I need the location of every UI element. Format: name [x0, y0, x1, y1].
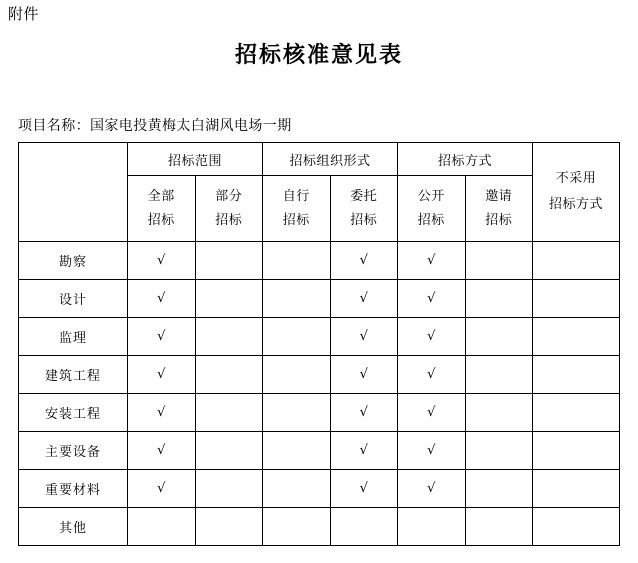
header-scope-partial-line1: 部分 [215, 188, 243, 204]
cell-scope-partial[interactable] [195, 242, 263, 280]
cell-no-bid[interactable] [533, 470, 620, 508]
cell-method-public[interactable]: √ [398, 242, 466, 280]
table-row [19, 318, 620, 356]
table-row [19, 394, 620, 432]
cell-scope-partial[interactable] [195, 432, 263, 470]
cell-no-bid[interactable] [533, 394, 620, 432]
header-org-self-line2: 招标 [282, 212, 310, 228]
cell-org-entrust[interactable]: √ [330, 432, 398, 470]
header-method-invite [465, 176, 533, 242]
cell-method-public[interactable]: √ [398, 394, 466, 432]
project-name-value: 国家电投黄梅太白湖风电场一期 [90, 118, 292, 134]
cell-scope-partial[interactable] [195, 356, 263, 394]
table-row [19, 356, 620, 394]
project-name-line [18, 115, 292, 135]
table-row [19, 508, 620, 546]
cell-method-public[interactable]: √ [398, 318, 466, 356]
cell-scope-all[interactable]: √ [128, 356, 196, 394]
header-scope-all-line1: 全部 [147, 188, 175, 204]
cell-no-bid[interactable] [533, 280, 620, 318]
cell-method-invite[interactable] [465, 394, 533, 432]
cell-org-entrust[interactable]: √ [330, 242, 398, 280]
header-no-bid-line1: 不采用 [555, 171, 597, 186]
approval-table [18, 142, 620, 546]
cell-method-invite[interactable] [465, 280, 533, 318]
cell-scope-partial[interactable] [195, 508, 263, 546]
cell-method-public[interactable] [398, 508, 466, 546]
header-method-public [398, 176, 466, 242]
row-label: 建筑工程 [19, 356, 128, 394]
cell-org-self[interactable] [263, 508, 331, 546]
cell-scope-all[interactable]: √ [128, 318, 196, 356]
cell-org-self[interactable] [263, 394, 331, 432]
cell-scope-all[interactable]: √ [128, 242, 196, 280]
cell-org-entrust[interactable]: √ [330, 280, 398, 318]
cell-org-self[interactable] [263, 318, 331, 356]
cell-org-entrust[interactable]: √ [330, 394, 398, 432]
header-method-public-line1: 公开 [417, 188, 445, 204]
header-org-entrust-line2: 招标 [350, 212, 378, 228]
cell-scope-all[interactable]: √ [128, 394, 196, 432]
cell-method-invite[interactable] [465, 318, 533, 356]
cell-scope-all[interactable] [128, 508, 196, 546]
row-label: 重要材料 [19, 470, 128, 508]
cell-method-invite[interactable] [465, 508, 533, 546]
header-scope-partial [195, 176, 263, 242]
header-org-entrust [330, 176, 398, 242]
header-org-self [263, 176, 331, 242]
cell-scope-partial[interactable] [195, 394, 263, 432]
row-label: 勘察 [19, 242, 128, 280]
cell-org-self[interactable] [263, 280, 331, 318]
cell-no-bid[interactable] [533, 318, 620, 356]
cell-org-entrust[interactable]: √ [330, 356, 398, 394]
table-row [19, 470, 620, 508]
header-scope: 招标范围 [128, 143, 263, 176]
project-name-label: 项目名称： [18, 118, 90, 134]
cell-scope-all[interactable]: √ [128, 470, 196, 508]
header-no-bid-line2: 招标方式 [548, 197, 603, 212]
row-label: 监理 [19, 318, 128, 356]
row-label: 其他 [19, 508, 128, 546]
cell-org-self[interactable] [263, 470, 331, 508]
cell-method-invite[interactable] [465, 242, 533, 280]
header-no-bid-method [533, 143, 620, 242]
cell-org-entrust[interactable]: √ [330, 318, 398, 356]
cell-scope-partial[interactable] [195, 280, 263, 318]
row-label: 主要设备 [19, 432, 128, 470]
header-scope-all [128, 176, 196, 242]
attachment-label: 附件 [8, 5, 40, 23]
header-org-entrust-line1: 委托 [350, 188, 378, 204]
cell-method-public[interactable]: √ [398, 280, 466, 318]
header-corner-cell [19, 143, 128, 242]
header-method-invite-line1: 邀请 [485, 188, 513, 204]
cell-org-self[interactable] [263, 356, 331, 394]
cell-scope-all[interactable]: √ [128, 432, 196, 470]
table-row [19, 280, 620, 318]
cell-org-entrust[interactable]: √ [330, 470, 398, 508]
row-label: 设计 [19, 280, 128, 318]
header-method: 招标方式 [398, 143, 533, 176]
cell-method-public[interactable]: √ [398, 432, 466, 470]
cell-method-public[interactable]: √ [398, 470, 466, 508]
header-method-public-line2: 招标 [417, 212, 445, 228]
cell-org-entrust[interactable] [330, 508, 398, 546]
cell-method-invite[interactable] [465, 432, 533, 470]
header-scope-partial-line2: 招标 [215, 212, 243, 228]
header-org-self-line1: 自行 [282, 188, 310, 204]
header-organization: 招标组织形式 [263, 143, 398, 176]
cell-org-self[interactable] [263, 242, 331, 280]
row-label: 安装工程 [19, 394, 128, 432]
cell-no-bid[interactable] [533, 508, 620, 546]
cell-scope-all[interactable]: √ [128, 280, 196, 318]
cell-method-invite[interactable] [465, 470, 533, 508]
page-title: 招标核准意见表 [234, 43, 403, 68]
cell-method-public[interactable]: √ [398, 356, 466, 394]
cell-org-self[interactable] [263, 432, 331, 470]
cell-method-invite[interactable] [465, 356, 533, 394]
table-row [19, 242, 620, 280]
header-method-invite-line2: 招标 [485, 212, 513, 228]
cell-scope-partial[interactable] [195, 470, 263, 508]
table-header-group-row [19, 143, 620, 176]
cell-no-bid[interactable] [533, 242, 620, 280]
cell-scope-partial[interactable] [195, 318, 263, 356]
cell-no-bid[interactable] [533, 356, 620, 394]
header-scope-all-line2: 招标 [147, 212, 175, 228]
cell-no-bid[interactable] [533, 432, 620, 470]
table-row [19, 432, 620, 470]
